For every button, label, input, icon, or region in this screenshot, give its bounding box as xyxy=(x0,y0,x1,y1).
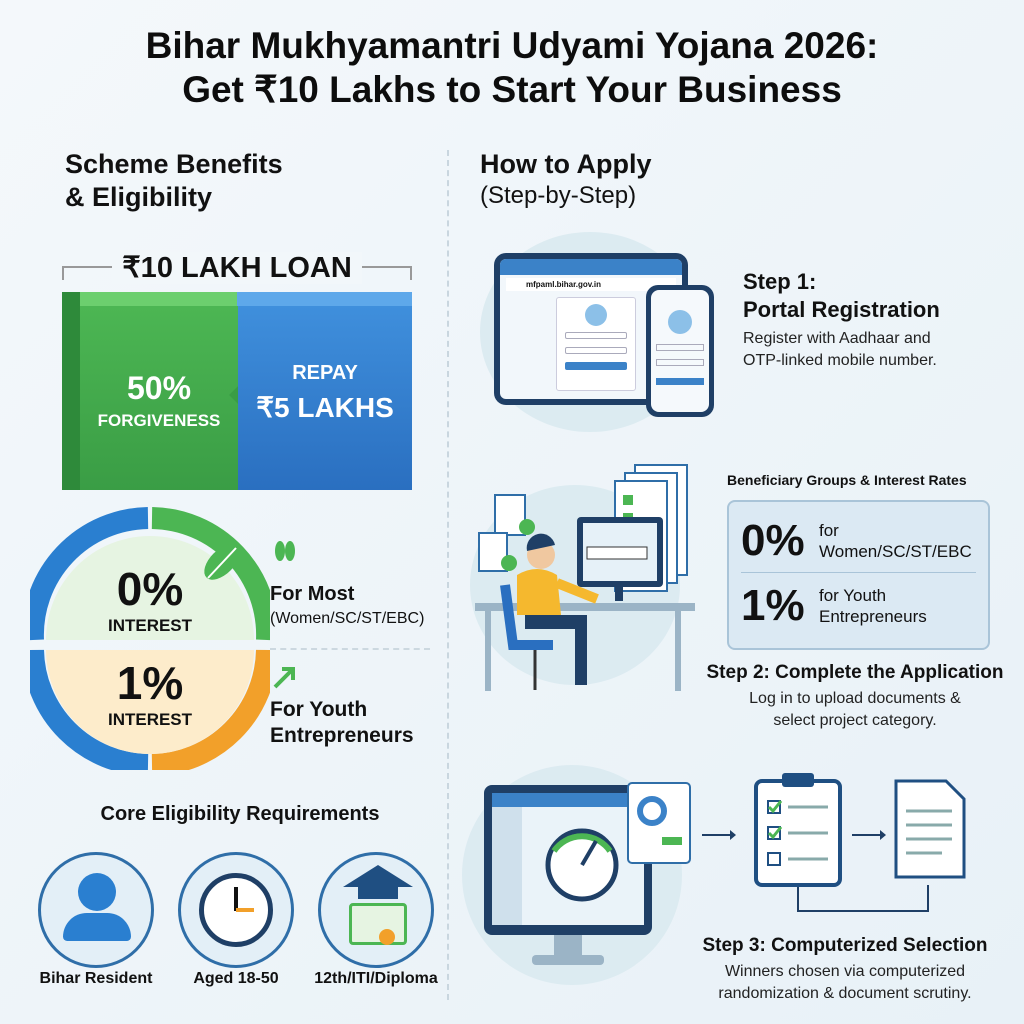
interest-1: 1% INTEREST xyxy=(107,657,193,729)
step2-text: Step 2: Complete the Application Log in to upload documents & select project category. xyxy=(706,662,1004,729)
sprout-icon xyxy=(272,540,298,566)
rates-heading: Beneficiary Groups & Interest Rates xyxy=(727,472,967,488)
interest-1-desc: For Youth Entrepreneurs xyxy=(270,698,414,747)
apply-heading: How to Apply (Step-by-Step) xyxy=(480,149,652,209)
repay-block: REPAY ₹5 LAKHS xyxy=(238,306,412,490)
phone-illustration xyxy=(646,285,714,417)
eligibility-heading: Core Eligibility Requirements xyxy=(100,803,380,825)
loan-label: ₹10 LAKH LOAN xyxy=(62,250,412,285)
loan-box-top xyxy=(62,292,412,306)
eligibility-age: Aged 18-50 xyxy=(193,970,279,987)
interest-separator xyxy=(270,648,430,650)
page-title: Bihar Mukhyamantri Udyami Yojana 2026: Get ₹10 Lakhs to Start Your Business xyxy=(145,25,879,110)
graduation-cap-icon xyxy=(318,852,434,968)
benefits-heading: Scheme Benefits & Eligibility xyxy=(65,149,283,212)
person-icon xyxy=(38,852,154,968)
step3-text: Step 3: Computerized Selection Winners chosen via computerized randomization & document scrutiny. xyxy=(702,935,988,1002)
document-icon xyxy=(896,781,964,877)
loan-box-side xyxy=(62,292,80,490)
clock-icon xyxy=(178,852,294,968)
rates-box: 0% for Women/SC/ST/EBC 1% for Youth Entrepreneurs xyxy=(727,500,990,650)
url-bar: mfpaml.bihar.gov.in xyxy=(506,278,676,291)
login-form xyxy=(556,297,636,391)
interest-0: 0% INTEREST xyxy=(107,563,193,635)
forgiveness-block: 50% FORGIVENESS xyxy=(80,306,238,490)
clipboard-checklist-icon xyxy=(756,773,840,885)
eligibility-education: 12th/ITI/Diploma xyxy=(314,970,438,987)
column-divider xyxy=(447,150,449,1000)
arrow-up-icon xyxy=(272,664,298,690)
eligibility-resident: Bihar Resident xyxy=(39,970,153,987)
step1-text: Step 1: Portal Registration Register with Aadhaar and OTP-linked mobile number. xyxy=(743,269,940,369)
step2-illustration xyxy=(465,455,705,715)
interest-0-desc: For Most (Women/SC/ST/EBC) xyxy=(270,583,425,627)
